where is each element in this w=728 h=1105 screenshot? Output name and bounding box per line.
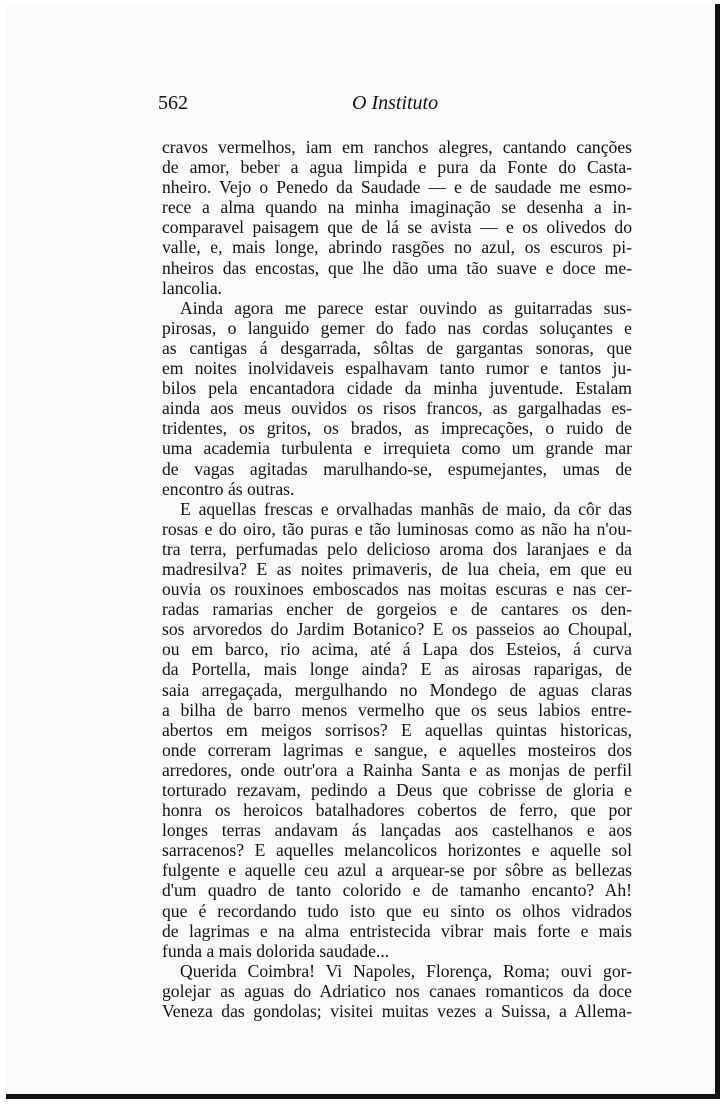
text-line: ainda aos meus ouvidos os risos francos, as gargalhadas es- xyxy=(162,398,632,419)
text-line: comparavel paisagem que de lá se avista — e os olivedos do xyxy=(162,217,632,238)
text-line: de vagas agitadas marulhando-se, espumejantes, umas de xyxy=(162,458,632,479)
text-line: abertos em meigos sorrisos? E aquellas quintas historicas, xyxy=(162,719,632,740)
text-line: Veneza das gondolas; visitei muitas vezes a Suissa, a Allema- xyxy=(162,1001,632,1022)
text-line: uma academia turbulenta e irrequieta como um grande mar xyxy=(162,438,632,459)
text-line: radas ramarias encher de gorgeios e de cantares os den- xyxy=(162,599,632,620)
text-line: cravos vermelhos, iam em ranchos alegres, cantando canções xyxy=(162,137,632,157)
text-line: honra os heroicos batalhadores cobertos de ferro, que por xyxy=(162,800,632,821)
text-line: sarracenos? E aquelles melancolicos horizontes e aquelle sol xyxy=(162,840,632,861)
text-line: onde correram lagrimas e sangue, e aquelles mosteiros dos xyxy=(162,739,632,760)
text-line: d'um quadro de tanto colorido e de tamanho encanto? Ah! xyxy=(162,880,632,901)
text-line: ou em barco, rio acima, até á Lapa dos Esteios, á curva xyxy=(162,639,632,660)
text-line: lancolia. xyxy=(162,277,223,298)
journal-title: O Instituto xyxy=(352,92,439,114)
text-line: rece a alma quando na minha imaginação se desenha a in- xyxy=(162,197,632,218)
text-line: ouvia os rouxinoes emboscados nas moitas escuras e nas cer- xyxy=(162,579,632,600)
text-line: nheiros das encostas, que lhe dão uma tão suave e doce me- xyxy=(162,257,632,278)
text-line: bilos pela encantadora cidade da minha juventude. Estalam xyxy=(162,378,632,399)
text-line: tridentes, os gritos, os brados, as imprecações, o ruido de xyxy=(162,418,632,439)
text-line: pirosas, o languido gemer do fado nas cordas soluçantes e xyxy=(162,317,632,338)
text-line: nheiro. Vejo o Penedo da Saudade — e de saudade me esmo- xyxy=(162,177,632,198)
text-line: que é recordando tudo isto que eu sinto os olhos vidrados xyxy=(162,900,632,921)
text-line: tra terra, perfumadas pelo delicioso aroma dos laranjaes e da xyxy=(162,538,632,559)
page-number: 562 xyxy=(158,92,188,114)
text-line: valle, e, mais longe, abrindo rasgões no azul, os escuros pi- xyxy=(162,237,632,258)
text-line: E aquellas frescas e orvalhadas manhãs de maio, da côr das xyxy=(180,498,632,519)
text-line: funda a mais dolorida saudade... xyxy=(162,940,390,961)
text-line: em noites inolvidaveis espalhavam tanto rumor e tantos ju- xyxy=(162,358,632,379)
text-line: golejar as aguas do Adriatico nos canaes romanticos da doce xyxy=(162,980,632,1001)
text-line: sos arvoredos do Jardim Botanico? E os passeios ao Choupal, xyxy=(162,619,632,640)
text-line: a bilha de barro menos vermelho que os seus labios entre- xyxy=(162,699,632,720)
text-line: as cantigas á desgarrada, sôltas de gargantas sonoras, que xyxy=(162,337,632,358)
text-line: Querida Coimbra! Vi Napoles, Florença, Roma; ouvi gor- xyxy=(180,960,632,981)
text-line: encontro ás outras. xyxy=(162,478,295,499)
text-line: fulgente e aquelle ceu azul a arquear-se por sôbre as bellezas xyxy=(162,860,632,881)
book-page xyxy=(6,4,720,1099)
text-line: Ainda agora me parece estar ouvindo as guitarradas sus- xyxy=(180,297,632,318)
text-line: torturado rezavam, pedindo a Deus que cobrisse de gloria e xyxy=(162,780,632,800)
text-line: saia arregaçada, mergulhando no Mondego de aguas claras xyxy=(162,679,632,700)
body-text xyxy=(162,137,632,1021)
running-header xyxy=(158,92,628,116)
text-line: da Portella, mais longe ainda? E as airosas raparigas, de xyxy=(162,659,632,680)
text-line: de lagrimas e na alma entristecida vibrar mais forte e mais xyxy=(162,920,632,941)
text-line: arredores, onde outr'ora a Rainha Santa e as monjas de perfil xyxy=(162,759,632,780)
text-line: longes terras andavam ás lançadas aos castelhanos e aos xyxy=(162,820,632,841)
text-line: de amor, beber a agua limpida e pura da Fonte do Casta- xyxy=(162,157,632,178)
text-line: madresilva? E as noites primaveris, de lua cheia, em que eu xyxy=(162,558,632,579)
text-line: rosas e do oiro, tão puras e tão luminosas como as não ha n'ou- xyxy=(162,518,632,539)
